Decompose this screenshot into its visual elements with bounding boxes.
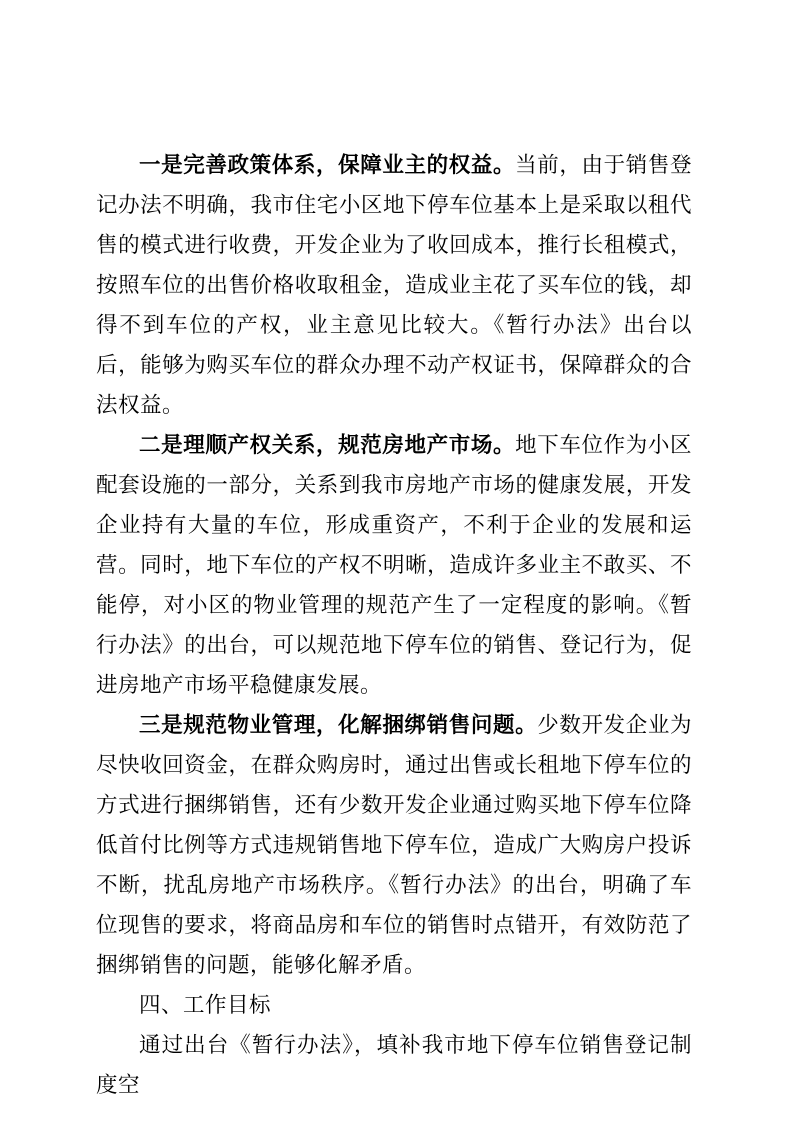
paragraph-lead: 二是理顺产权关系，规范房地产市场。 [139, 433, 516, 458]
paragraph-body: 少数开发企业为尽快收回资金，在群众购房时，通过出售或长租地下停车位的方式进行捆绑销售，还有少数开发企业通过购买地下停车位降低首付比例等方式违规销售地下停车位，造成广大购房户投诉不断，扰乱房地产市场秩序。《暂行办法》的出台，明确了车位现售的要求，将商品房和车位的销售时点错开，有效防范了捆绑销售的问题，能够化解矛盾。 [96, 713, 692, 978]
paragraph-body: 当前，由于销售登记办法不明确，我市住宅小区地下停车位基本上是采取以租代售的模式进行收费，开发企业为了收回成本，推行长租模式，按照车位的出售价格收取租金，造成业主花了买车位的钱，却得不到车位的产权，业主意见比较大。《暂行办法》出台以后，能够为购买车位的群众办理不动产权证书，保障群众的合法权益。 [96, 153, 692, 418]
paragraph-body: 地下车位作为小区配套设施的一部分，关系到我市房地产市场的健康发展，开发企业持有大量的车位，形成重资产，不利于企业的发展和运营。同时，地下车位的产权不明晰，造成许多业主不敢买、不能停，对小区的物业管理的规范产生了一定程度的影响。《暂行办法》的出台，可以规范地下停车位的销售、登记行为，促进房地产市场平稳健康发展。 [96, 433, 692, 698]
paragraph-property-rights [96, 426, 692, 706]
paragraph-policy-system [96, 146, 692, 426]
paragraph-lead: 三是规范物业管理，化解捆绑销售问题。 [139, 713, 538, 738]
paragraph-lead: 一是完善政策体系，保障业主的权益。 [139, 153, 516, 178]
document-body [96, 146, 692, 1106]
closing-paragraph: 通过出台《暂行办法》，填补我市地下停车位销售登记制度空 [96, 1033, 692, 1098]
paragraph-property-management [96, 706, 692, 986]
section-heading: 四、工作目标 [139, 993, 272, 1018]
